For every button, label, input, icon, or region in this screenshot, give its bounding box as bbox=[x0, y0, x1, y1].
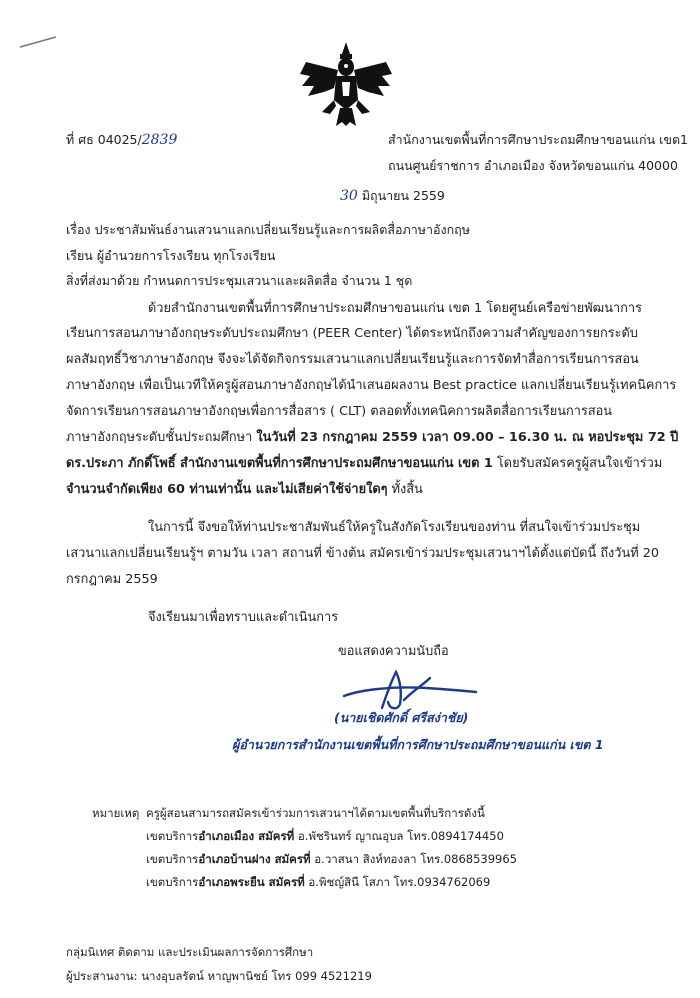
office-line1: สำนักงานเขตพื้นที่การศึกษาประถมศึกษาขอนแก่น เขต1 bbox=[388, 132, 689, 147]
footer-unit: กลุ่มนิเทศ ติดตาม และประเมินผลการจัดการศึกษา bbox=[66, 945, 314, 959]
note-intro: ครูผู้สอนสามารถสมัครเข้าร่วมการเสวนาฯได้ตามเขตพื้นที่บริการดังนี้ bbox=[146, 806, 485, 820]
note-row-contact: อ.พิชญ์สินี โสภา โทร.0934762069 bbox=[304, 875, 491, 889]
doc-number-prefix: ที่ ศธ 04025/ bbox=[66, 132, 142, 147]
doc-number bbox=[66, 130, 177, 150]
para1-line6-bold: ในวันที่ 23 กรกฎาคม 2559 เวลา 09.00 – 16.30 น. ณ หอประชุม 72 ปี bbox=[256, 430, 679, 445]
para2-line1: ในการนี้ จึงขอให้ท่านประชาสัมพันธ์ให้ครูในสังกัดโรงเรียนของท่าน ที่สนใจเข้าร่วมประชุม bbox=[148, 520, 641, 535]
to-text: ผู้อำนวยการโรงเรียน ทุกโรงเรียน bbox=[96, 248, 276, 263]
note-row-contact: อ.วาสนา สิงห์ทองลา โทร.0868539965 bbox=[310, 852, 517, 866]
note-row-pre: เขตบริการ bbox=[146, 875, 199, 889]
note-label: หมายเหตุ bbox=[92, 806, 140, 820]
note-row-apply: สมัครที่ bbox=[254, 829, 295, 843]
para1-line6 bbox=[66, 426, 678, 447]
footer-coordinator: ผู้ประสานงาน: นางอุบลรัตน์ หาญพานิชย์ โทร 099 4521219 bbox=[66, 969, 372, 983]
regards-line: ขอแสดงความนับถือ bbox=[338, 644, 449, 659]
inform-line: จึงเรียนมาเพื่อทราบและดำเนินการ bbox=[148, 610, 339, 625]
office-line2: ถนนศูนย์ราชการ อำเภอเมือง จังหวัดขอนแก่น 40000 bbox=[388, 158, 678, 173]
doc-number-handwritten: 2839 bbox=[141, 132, 178, 148]
para2-line3: กรกฎาคม 2559 bbox=[66, 572, 158, 587]
para1-line7-bold: ดร.ประภา ภักดิ์โพธิ์ สำนักงานเขตพื้นที่การศึกษาประถมศึกษาขอนแก่น เขต 1 bbox=[66, 456, 493, 471]
subject-line bbox=[66, 220, 470, 240]
to-label: เรียน bbox=[66, 248, 93, 263]
para1-line1: ด้วยสำนักงานเขตพื้นที่การศึกษาประถมศึกษาขอนแก่น เขต 1 โดยศูนย์เครือข่ายพัฒนาการ bbox=[148, 301, 642, 316]
para1-line5: จัดการเรียนการสอนภาษาอังกฤษเพื่อการสื่อสาร ( CLT) ตลอดทั้งเทคนิคการผลิตสื่อการเรียนการสอน bbox=[66, 404, 613, 419]
signer-title: ผู้อำนวยการสำนักงานเขตพื้นที่การศึกษาประถมศึกษาขอนแก่น เขต 1 bbox=[232, 737, 604, 752]
note-row-district: อำเภอเมือง bbox=[198, 829, 255, 843]
note-row-district: อำเภอพระยืน bbox=[198, 875, 265, 889]
para1-line6-normal: ภาษาอังกฤษระดับชั้นประถมศึกษา bbox=[66, 430, 257, 445]
note-row-contact: อ.พัชรินทร์ ญาณอุบล โทร.0894174450 bbox=[294, 829, 504, 843]
para1-line8-bold: จำนวนจำกัดเพียง 60 ท่านเท่านั้น และไม่เสียค่าใช้จ่ายใดๆ bbox=[66, 482, 388, 497]
subject-label: เรื่อง bbox=[66, 222, 91, 237]
signer-name: (นายเชิดศักดิ์ ศรีสง่าชัย) bbox=[334, 710, 469, 725]
note-row-pre: เขตบริการ bbox=[146, 829, 199, 843]
note-row-mueang bbox=[146, 828, 504, 846]
note-row-phrayuen bbox=[146, 874, 490, 892]
para2-line2: เสวนาแลกเปลี่ยนเรียนรู้ฯ ตามวัน เวลา สถานที่ ข้างต้น สมัครเข้าร่วมประชุมเสวนาฯได้ตั้งแต่บัดนี้ ถึงวันที่ 20 bbox=[66, 546, 660, 561]
para1-line8-normal: ทั้งสิ้น bbox=[387, 482, 423, 497]
para1-line2: เรียนการสอนภาษาอังกฤษระดับประถมศึกษา (PEER Center) ได้ตระหนักถึงความสำคัญของการยกระดับ bbox=[66, 326, 638, 341]
doc-date bbox=[340, 186, 445, 206]
enclosure-line bbox=[66, 271, 412, 291]
note-row-pre: เขตบริการ bbox=[146, 852, 199, 866]
enclosure-label: สิ่งที่ส่งมาด้วย bbox=[66, 273, 140, 288]
garuda-emblem bbox=[296, 40, 396, 128]
note-row-apply: สมัครที่ bbox=[264, 875, 305, 889]
note-row-district: อำเภอบ้านฝาง bbox=[198, 852, 271, 866]
date-month-year: มิถุนายน 2559 bbox=[361, 188, 445, 203]
para1-line4: ภาษาอังกฤษ เพื่อเป็นเวทีให้ครูผู้สอนภาษาอังกฤษได้นำเสนอผลงาน Best practice แลกเปลี่ยนเรียนรู้เทคนิคการ bbox=[66, 378, 677, 393]
enclosure-text: กำหนดการประชุมเสวนาและผลิตสื่อ จำนวน 1 ชุด bbox=[143, 273, 413, 288]
date-day-handwritten: 30 bbox=[340, 188, 358, 204]
to-line bbox=[66, 246, 275, 266]
signature bbox=[330, 666, 480, 714]
subject-text: ประชาสัมพันธ์งานเสวนาแลกเปลี่ยนเรียนรู้และการผลิตสื่อภาษาอังกฤษ bbox=[94, 222, 470, 237]
para1-line3: ผลสัมฤทธิ์วิชาภาษาอังกฤษ จึงจะได้จัดกิจกรรมเสวนาแลกเปลี่ยนเรียนรู้และการจัดทำสื่อการเรียนการสอน bbox=[66, 352, 639, 367]
note-row-banfang bbox=[146, 851, 517, 869]
note-row-apply: สมัครที่ bbox=[270, 852, 311, 866]
para1-line7 bbox=[66, 452, 662, 473]
para1-line8 bbox=[66, 478, 423, 499]
para1-line7-normal: โดยรับสมัครครูผู้สนใจเข้าร่วม bbox=[492, 456, 663, 471]
pen-mark bbox=[18, 34, 58, 50]
